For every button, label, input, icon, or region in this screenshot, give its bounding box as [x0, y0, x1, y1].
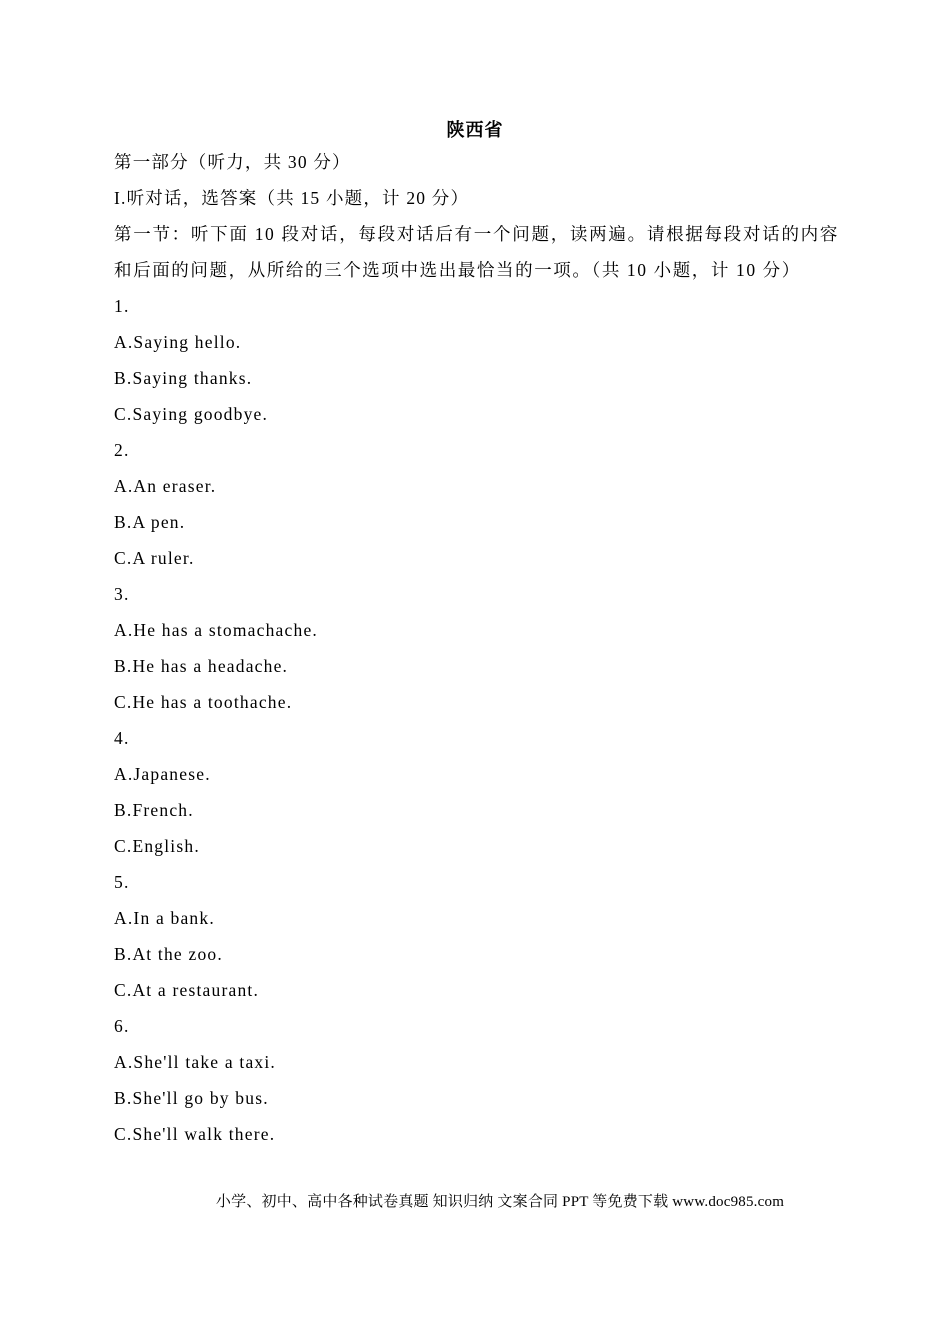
- question-number: 3.: [114, 584, 130, 604]
- question-3: [114, 576, 839, 720]
- option-b: B.Saying thanks.: [114, 368, 253, 388]
- section-heading: I.听对话，选答案（共 15 小题，计 20 分）: [114, 188, 470, 208]
- question-2: [114, 432, 839, 576]
- question-1: [114, 288, 839, 432]
- option-b: B.At the zoo.: [114, 944, 223, 964]
- option-b: B.French.: [114, 800, 194, 820]
- question-number: 1.: [114, 296, 130, 316]
- option-b: B.A pen.: [114, 512, 186, 532]
- option-a: A.Japanese.: [114, 764, 211, 784]
- option-a: A.She'll take a taxi.: [114, 1052, 276, 1072]
- option-a: A.He has a stomachache.: [114, 620, 318, 640]
- option-a: A.An eraser.: [114, 476, 217, 496]
- question-number: 6.: [114, 1016, 130, 1036]
- option-c: C.He has a toothache.: [114, 692, 293, 712]
- option-b: B.She'll go by bus.: [114, 1088, 269, 1108]
- question-5: [114, 864, 839, 1008]
- instructions-paragraph: 第一节：听下面 10 段对话，每段对话后有一个问题，读两遍。请根据每段对话的内容和后面的问题，从所给的三个选项中选出最恰当的一项。（共 10 小题，计 10 分）: [114, 224, 839, 280]
- page-footer: 小学、初中、高中各种试卷真题 知识归纳 文案合同 PPT 等免费下载 www.doc985.com: [215, 1194, 785, 1210]
- part-heading: 第一部分（听力，共 30 分）: [114, 152, 351, 172]
- question-number: 5.: [114, 872, 130, 892]
- option-c: C.English.: [114, 836, 200, 856]
- option-c: C.At a restaurant.: [114, 980, 260, 1000]
- option-a: A.In a bank.: [114, 908, 215, 928]
- option-c: C.A ruler.: [114, 548, 195, 568]
- question-4: [114, 720, 839, 864]
- question-number: 2.: [114, 440, 130, 460]
- question-number: 4.: [114, 728, 130, 748]
- option-a: A.Saying hello.: [114, 332, 242, 352]
- question-6: [114, 1008, 839, 1152]
- option-c: C.Saying goodbye.: [114, 404, 269, 424]
- option-c: C.She'll walk there.: [114, 1124, 276, 1144]
- document-body: [114, 144, 839, 1152]
- option-b: B.He has a headache.: [114, 656, 289, 676]
- page-title: 陕西省: [446, 120, 504, 140]
